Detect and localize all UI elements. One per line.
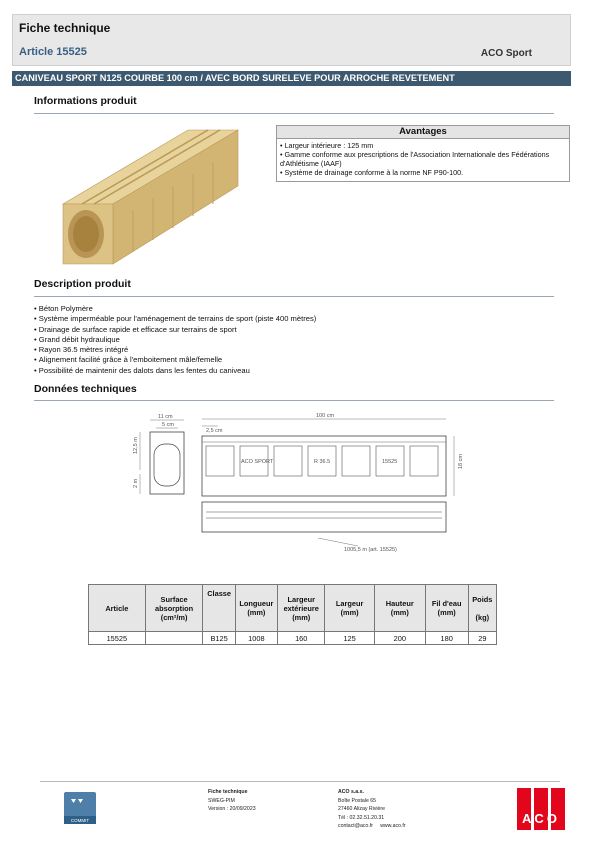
- product-title-band: CANIVEAU SPORT N125 COURBE 100 cm / AVEC BORD SURELEVE POUR ARROCHE REVETEMENT: [12, 71, 571, 86]
- technical-table: [88, 584, 497, 645]
- footer-address1: Boîte Postale 65: [338, 797, 377, 804]
- footer-doc-info: [208, 788, 256, 814]
- col-header-largeur: Largeur (mm): [325, 585, 374, 632]
- cell-poids: 29: [468, 632, 496, 645]
- aco-logo-icon: [517, 788, 565, 830]
- logo-right-text: ACO: [522, 811, 560, 826]
- logo-left-text: COMMIT: [70, 818, 90, 823]
- cell-largeur: 125: [325, 632, 374, 645]
- table-row: [89, 632, 497, 645]
- col-header-largeur-exterieure: Largeur extérieure (mm): [278, 585, 325, 632]
- footer-phone: Tél : 02.32.51.20.31: [338, 814, 385, 821]
- col-header-fil-eau: Fil d'eau (mm): [425, 585, 468, 632]
- cell-largeur-exterieure: 160: [278, 632, 325, 645]
- footer-web[interactable]: www.aco.fr: [380, 823, 406, 830]
- commit-logo-icon: [64, 792, 96, 824]
- advantages-list: [277, 141, 569, 177]
- section-title-description: Description produit: [34, 278, 131, 290]
- brand-name: ACO Sport: [480, 48, 532, 59]
- col-header-article: Article: [89, 585, 146, 632]
- description-list: [34, 304, 554, 376]
- list-item: • Largeur intérieure : 125 mm: [280, 141, 566, 150]
- footer-company: ACO s.a.s.: [338, 789, 364, 795]
- col-header-poids: Poids (kg): [468, 585, 496, 632]
- list-item: • Système de drainage conforme à la norme NF P90-100.: [280, 168, 566, 177]
- cell-surface: [145, 632, 203, 645]
- advantages-box: [276, 125, 570, 182]
- cell-article: 15525: [89, 632, 146, 645]
- section-divider: [34, 296, 554, 297]
- col-header-classe: Classe: [203, 585, 235, 632]
- dim-small: 2 m: [133, 478, 139, 488]
- cell-classe: B125: [203, 632, 235, 645]
- col-header-longueur: Longueur (mm): [235, 585, 277, 632]
- footer-divider: [40, 781, 560, 782]
- technical-drawing: [118, 408, 476, 558]
- dim-offset: 2,5 cm: [206, 428, 223, 434]
- footer-address2: 27460 Alizay Rivière: [338, 806, 386, 813]
- section-title-technical: Données techniques: [34, 383, 137, 395]
- list-item: • Système imperméable pour l'aménagement de terrains de sport (piste 400 mètres): [34, 314, 554, 324]
- cell-hauteur: 200: [374, 632, 425, 645]
- dim-height: 12,5 m: [133, 437, 139, 454]
- product-image: [58, 124, 244, 274]
- footer-doc-ref: SWEG-PIM: [208, 797, 235, 804]
- col-header-surface: Surface absorption (cm²/m): [145, 585, 203, 632]
- article-number: Article 15525: [19, 46, 87, 58]
- dim-inner: 5 cm: [162, 422, 174, 428]
- list-item: • Alignement facilité grâce à l'emboitement mâle/femelle: [34, 355, 554, 365]
- header-panel: [12, 14, 571, 66]
- section-title-info: Informations produit: [34, 95, 137, 107]
- list-item: • Béton Polymère: [34, 304, 554, 314]
- dim-length: 100 cm: [316, 413, 335, 419]
- dim-right: 18 cm: [458, 454, 464, 469]
- label-aco-sport: ACO SPORT: [241, 459, 274, 465]
- footer-company-info: [338, 788, 406, 831]
- label-article: 15525: [382, 459, 398, 465]
- footer-doc-title: Fiche technique: [208, 789, 248, 795]
- list-item: • Drainage de surface rapide et efficace sur terrains de sport: [34, 325, 554, 335]
- footer-doc-version: Version : 20/09/2023: [208, 806, 256, 813]
- footer-email[interactable]: contact@aco.fr: [338, 823, 373, 830]
- bottom-note: 1005,5 m (art. 15525): [344, 547, 397, 553]
- advantages-title: Avantages: [277, 126, 569, 139]
- label-radius: R 36.5: [314, 459, 331, 465]
- cell-fil-eau: 180: [425, 632, 468, 645]
- section-divider: [34, 113, 554, 114]
- section-divider: [34, 400, 554, 401]
- cell-longueur: 1008: [235, 632, 277, 645]
- list-item: • Rayon 36.5 mètres intégré: [34, 345, 554, 355]
- document-title: Fiche technique: [19, 21, 111, 35]
- dim-width: 11 cm: [158, 414, 173, 420]
- list-item: • Gamme conforme aux prescriptions de l'Association Internationale des Fédérations d'Athlétisme (IAAF): [280, 150, 566, 168]
- list-item: • Grand débit hydraulique: [34, 335, 554, 345]
- col-header-hauteur: Hauteur (mm): [374, 585, 425, 632]
- list-item: • Possibilité de maintenir des dalots dans les fentes du caniveau: [34, 366, 554, 376]
